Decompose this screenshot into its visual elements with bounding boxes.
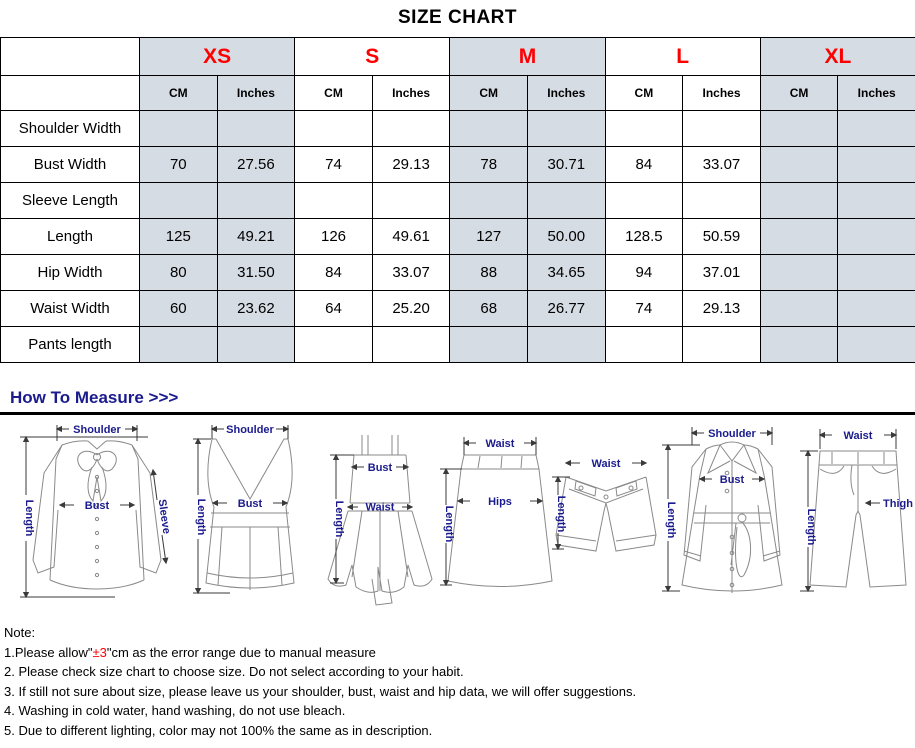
note-item-2: 2. Please check size chart to choose size. Do not select according to your habit. <box>4 664 464 679</box>
unit-cell: CM <box>605 76 683 111</box>
table-row <box>1 111 915 147</box>
row-label: Length <box>1 219 140 255</box>
unit-cell: CM <box>295 76 373 111</box>
table-cell: 30.71 <box>528 147 606 183</box>
table-row <box>1 219 915 255</box>
pants-waist-label: Waist <box>843 430 873 442</box>
tank-shoulder-label: Shoulder <box>226 424 274 436</box>
shorts-length-label: Length <box>555 495 567 533</box>
table-cell <box>838 111 915 147</box>
coat-bust-label: Bust <box>719 474 745 486</box>
table-cell <box>760 183 838 219</box>
row-label: Sleeve Length <box>1 183 140 219</box>
table-row <box>1 183 915 219</box>
table-cell: 31.50 <box>217 255 295 291</box>
coat-shoulder-label: Shoulder <box>708 428 756 440</box>
table-cell: 88 <box>450 255 528 291</box>
table-cell: 68 <box>450 291 528 327</box>
table-row <box>1 327 915 363</box>
table-cell: 37.01 <box>683 255 761 291</box>
table-row <box>1 255 915 291</box>
table-cell <box>838 327 915 363</box>
corner-cell <box>1 38 140 76</box>
tank-top-drawing <box>206 439 294 590</box>
blouse-length-label: Length <box>23 499 35 537</box>
note-1-suffix: "cm as the error range due to manual measure <box>106 644 376 660</box>
note-item-1 <box>4 643 915 663</box>
unit-cell: CM <box>140 76 218 111</box>
note-item-3: 3. If still not sure about size, please leave us your shoulder, bust, waist and hip data, we will offer suggestions. <box>4 683 637 699</box>
table-cell <box>140 183 218 219</box>
size-header-xl: XL <box>760 38 915 76</box>
table-cell: 26.77 <box>528 291 606 327</box>
table-cell: 74 <box>605 291 683 327</box>
table-cell <box>528 111 606 147</box>
shorts-drawing <box>556 477 656 551</box>
table-cell <box>217 327 295 363</box>
size-chart-table <box>0 37 915 363</box>
table-cell <box>528 327 606 363</box>
table-cell <box>450 327 528 363</box>
row-label: Bust Width <box>1 147 140 183</box>
unit-cell: CM <box>760 76 838 111</box>
corner-cell <box>1 76 140 111</box>
figure-coat <box>662 427 782 593</box>
table-cell: 127 <box>450 219 528 255</box>
blouse-sleeve-label: Sleeve <box>155 498 173 535</box>
table-cell: 29.13 <box>372 147 450 183</box>
table-cell <box>295 111 373 147</box>
table-cell <box>605 183 683 219</box>
table-cell <box>528 183 606 219</box>
unit-cell: Inches <box>683 76 761 111</box>
row-label: Waist Width <box>1 291 140 327</box>
unit-header-row <box>1 76 915 111</box>
table-cell: 125 <box>140 219 218 255</box>
table-cell <box>450 183 528 219</box>
skirt-drawing <box>448 455 552 587</box>
tank-bust-label: Bust <box>237 498 263 510</box>
size-header-s: S <box>295 38 450 76</box>
table-cell: 25.20 <box>372 291 450 327</box>
table-cell <box>760 111 838 147</box>
size-header-m: M <box>450 38 605 76</box>
note-item-5: 5. Due to different lighting, color may not 100% the same as in description. <box>4 722 433 738</box>
table-cell: 33.07 <box>372 255 450 291</box>
table-cell: 50.59 <box>683 219 761 255</box>
table-cell: 60 <box>140 291 218 327</box>
table-cell <box>295 183 373 219</box>
table-cell: 29.13 <box>683 291 761 327</box>
table-cell <box>140 111 218 147</box>
coat-drawing <box>682 442 782 593</box>
table-cell: 84 <box>295 255 373 291</box>
pants-length-label: Length <box>805 508 817 546</box>
table-cell: 33.07 <box>683 147 761 183</box>
note-item-4: 4. Washing in cold water, hand washing, do not use bleach. <box>4 703 346 718</box>
table-cell: 27.56 <box>217 147 295 183</box>
table-row <box>1 291 915 327</box>
unit-cell: Inches <box>838 76 915 111</box>
dress-bust-label: Bust <box>367 462 393 474</box>
table-cell <box>838 219 915 255</box>
blouse-drawing <box>33 441 161 589</box>
row-label: Pants length <box>1 327 140 363</box>
note-1-tolerance: ±3 <box>92 644 107 660</box>
table-cell: 49.21 <box>217 219 295 255</box>
table-cell <box>838 255 915 291</box>
table-cell <box>760 327 838 363</box>
table-cell: 80 <box>140 255 218 291</box>
table-cell <box>760 219 838 255</box>
figure-shorts <box>552 458 656 551</box>
table-cell: 74 <box>295 147 373 183</box>
notes <box>4 623 915 740</box>
skirt-waist-label: Waist <box>485 438 515 450</box>
figure-blouse <box>20 424 172 597</box>
table-cell <box>760 147 838 183</box>
unit-cell: Inches <box>217 76 295 111</box>
figure-pants <box>800 429 913 591</box>
table-cell: 49.61 <box>372 219 450 255</box>
figure-skirt <box>440 437 552 587</box>
row-label: Hip Width <box>1 255 140 291</box>
table-cell: 126 <box>295 219 373 255</box>
table-cell: 50.00 <box>528 219 606 255</box>
how-to-measure-heading: How To Measure >>> <box>10 388 179 407</box>
table-cell <box>760 255 838 291</box>
table-cell <box>838 183 915 219</box>
dress-waist-label: Waist <box>365 501 395 514</box>
figure-tank-top <box>193 424 294 593</box>
table-cell: 78 <box>450 147 528 183</box>
table-cell <box>217 183 295 219</box>
figure-dress <box>328 435 432 605</box>
table-cell <box>372 183 450 219</box>
table-cell <box>450 111 528 147</box>
table-cell <box>838 291 915 327</box>
blouse-shoulder-label: Shoulder <box>73 424 121 436</box>
table-cell: 23.62 <box>217 291 295 327</box>
page-title: SIZE CHART <box>398 7 517 28</box>
table-cell <box>683 111 761 147</box>
pants-drawing <box>810 451 906 587</box>
unit-cell: CM <box>450 76 528 111</box>
table-cell: 128.5 <box>605 219 683 255</box>
table-cell: 34.65 <box>528 255 606 291</box>
coat-length-label: Length <box>665 501 677 539</box>
pants-thigh-label: Thigh <box>883 498 913 510</box>
row-label: Shoulder Width <box>1 111 140 147</box>
skirt-hips-label: Hips <box>488 496 512 508</box>
skirt-length-label: Length <box>443 505 455 543</box>
table-cell <box>295 327 373 363</box>
table-cell <box>605 327 683 363</box>
table-cell <box>140 327 218 363</box>
table-cell <box>372 327 450 363</box>
skirt-dims <box>440 437 542 585</box>
size-header-l: L <box>605 38 760 76</box>
unit-cell: Inches <box>372 76 450 111</box>
table-row <box>1 147 915 183</box>
table-cell <box>760 291 838 327</box>
dress-length-label: Length <box>333 500 345 538</box>
table-cell: 94 <box>605 255 683 291</box>
table-cell <box>838 147 915 183</box>
table-cell <box>683 327 761 363</box>
note-1-prefix: 1.Please allow" <box>4 644 93 660</box>
unit-cell: Inches <box>528 76 606 111</box>
table-cell: 64 <box>295 291 373 327</box>
shorts-waist-label: Waist <box>591 458 621 470</box>
blouse-bust-label: Bust <box>84 500 110 512</box>
size-header-xs: XS <box>140 38 295 76</box>
measure-figures <box>0 415 915 617</box>
table-cell: 84 <box>605 147 683 183</box>
table-cell <box>683 183 761 219</box>
table-cell <box>217 111 295 147</box>
note-heading: Note: <box>4 625 36 640</box>
tank-length-label: Length <box>195 498 207 536</box>
table-cell: 70 <box>140 147 218 183</box>
size-header-row <box>1 38 915 76</box>
table-cell <box>372 111 450 147</box>
table-cell <box>605 111 683 147</box>
